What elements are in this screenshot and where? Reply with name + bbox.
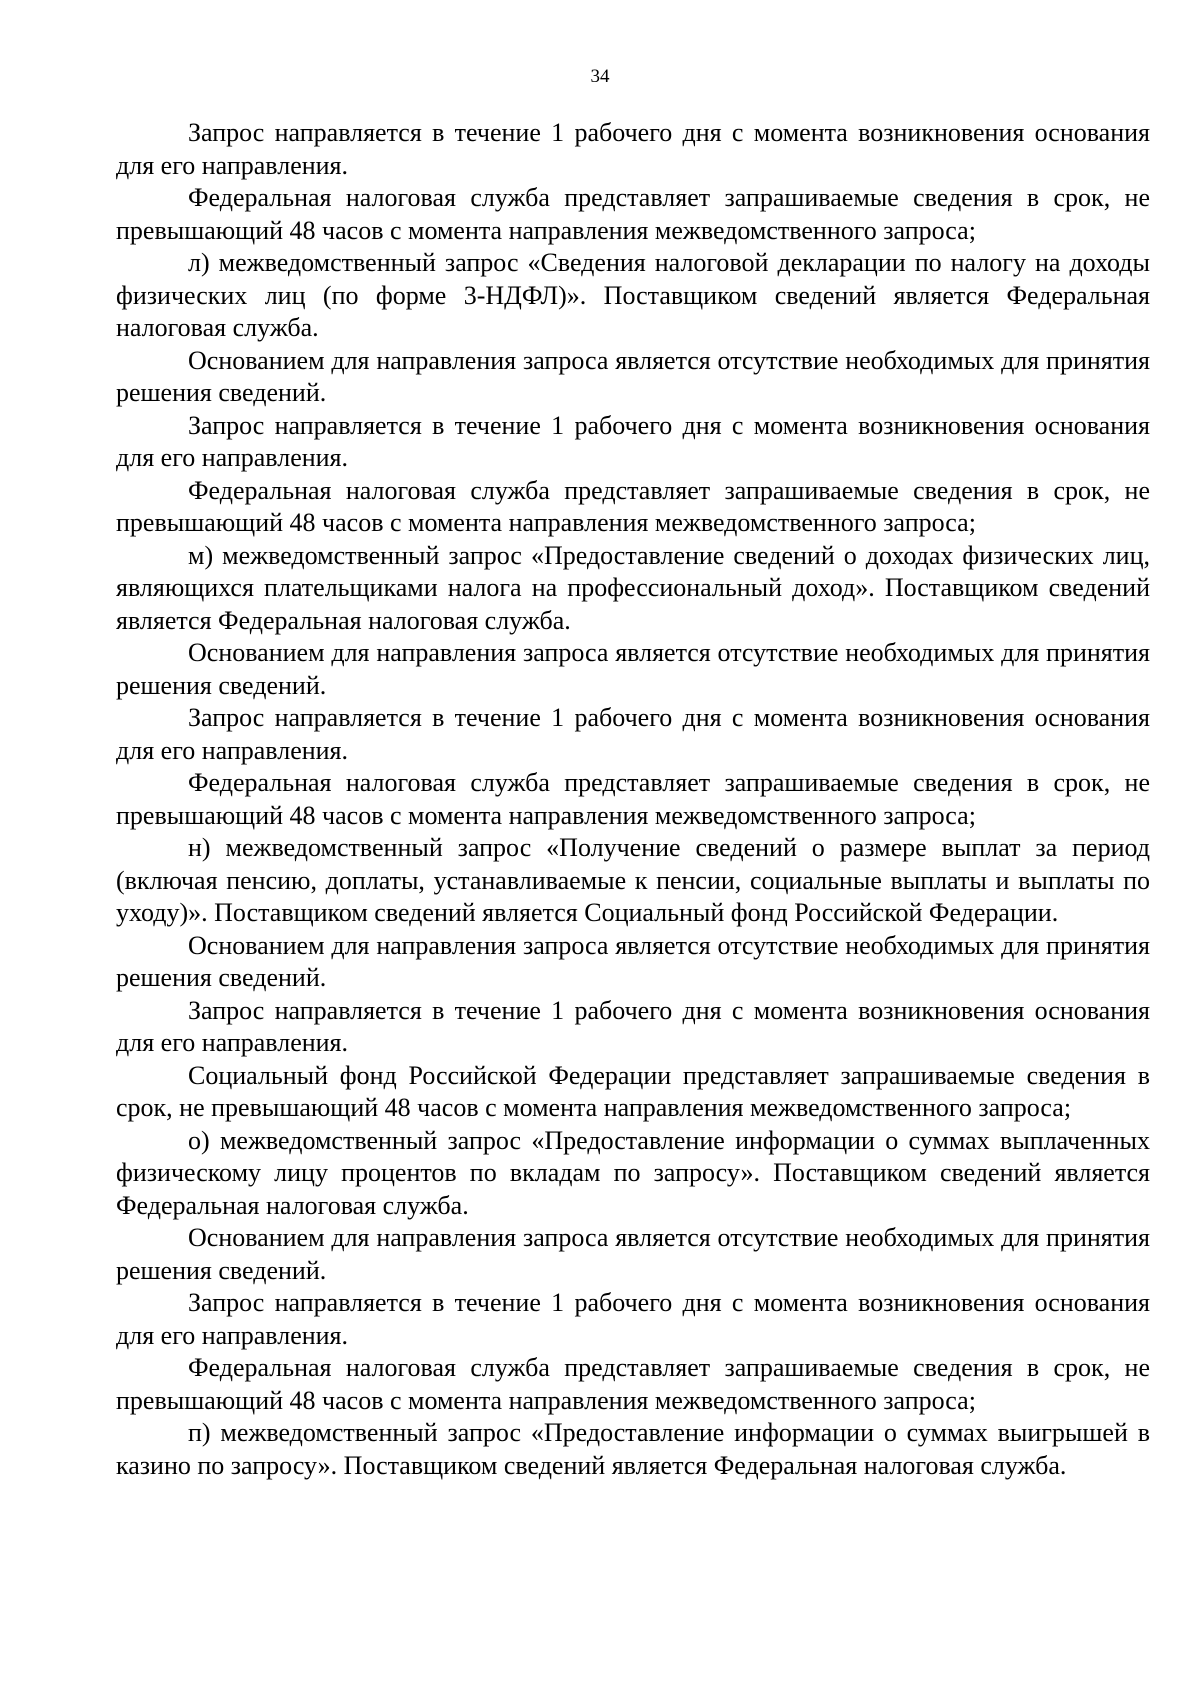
paragraph-1: Запрос направляется в течение 1 рабочего дня с момента возникновения основания для его направления. xyxy=(116,118,1150,180)
paragraph-14: Социальный фонд Российской Федерации представляет запрашиваемые сведения в срок, не превышающий 48 часов с момента направления межведомственного запроса; xyxy=(116,1060,1150,1122)
document-body xyxy=(116,117,1150,1482)
paragraph-13: Запрос направляется в течение 1 рабочего дня с момента возникновения основания для его направления. xyxy=(116,995,1150,1057)
paragraph-7: м) межведомственный запрос «Предоставление сведений о доходах физических лиц, являющихся плательщиками налога на профессиональный доход». Поставщиком сведений является Федеральная налоговая служба. xyxy=(116,540,1150,635)
paragraph-12: Основанием для направления запроса является отсутствие необходимых для принятия решения сведений. xyxy=(116,930,1150,992)
paragraph-2: Федеральная налоговая служба представляет запрашиваемые сведения в срок, не превышающий 48 часов с момента направления межведомственного запроса; xyxy=(116,183,1150,245)
page-number: 34 xyxy=(590,66,610,87)
paragraph-3: л) межведомственный запрос «Сведения налоговой декларации по налогу на доходы физических лиц (по форме 3-НДФЛ)». Поставщиком сведений является Федеральная налоговая служба. xyxy=(116,248,1150,342)
paragraph-6: Федеральная налоговая служба представляет запрашиваемые сведения в срок, не превышающий 48 часов с момента направления межведомственного запроса; xyxy=(116,475,1150,537)
paragraph-16: Основанием для направления запроса является отсутствие необходимых для принятия решения сведений. xyxy=(116,1223,1150,1285)
paragraph-8: Основанием для направления запроса является отсутствие необходимых для принятия решения сведений. xyxy=(116,638,1150,700)
paragraph-5: Запрос направляется в течение 1 рабочего дня с момента возникновения основания для его направления. xyxy=(116,410,1150,472)
paragraph-15: о) межведомственный запрос «Предоставление информации о суммах выплаченных физическому лицу процентов по вкладам по запросу». Поставщиком сведений является Федеральная налоговая служба. xyxy=(116,1125,1150,1220)
paragraph-9: Запрос направляется в течение 1 рабочего дня с момента возникновения основания для его направления. xyxy=(116,703,1150,765)
paragraph-17: Запрос направляется в течение 1 рабочего дня с момента возникновения основания для его направления. xyxy=(116,1288,1150,1350)
paragraph-18: Федеральная налоговая служба представляет запрашиваемые сведения в срок, не превышающий 48 часов с момента направления межведомственного запроса; xyxy=(116,1353,1150,1415)
paragraph-19: п) межведомственный запрос «Предоставление информации о суммах выигрышей в казино по запросу». Поставщиком сведений является Федеральная налоговая служба. xyxy=(116,1418,1150,1480)
paragraph-10: Федеральная налоговая служба представляет запрашиваемые сведения в срок, не превышающий 48 часов с момента направления межведомственного запроса; xyxy=(116,768,1150,830)
paragraph-4: Основанием для направления запроса является отсутствие необходимых для принятия решения сведений. xyxy=(116,345,1150,407)
paragraph-11: н) межведомственный запрос «Получение сведений о размере выплат за период (включая пенсию, доплаты, устанавливаемые к пенсии, социальные выплаты и выплаты по уходу)». Поставщиком сведений является Социальный фонд Российской Федерации. xyxy=(116,833,1150,927)
